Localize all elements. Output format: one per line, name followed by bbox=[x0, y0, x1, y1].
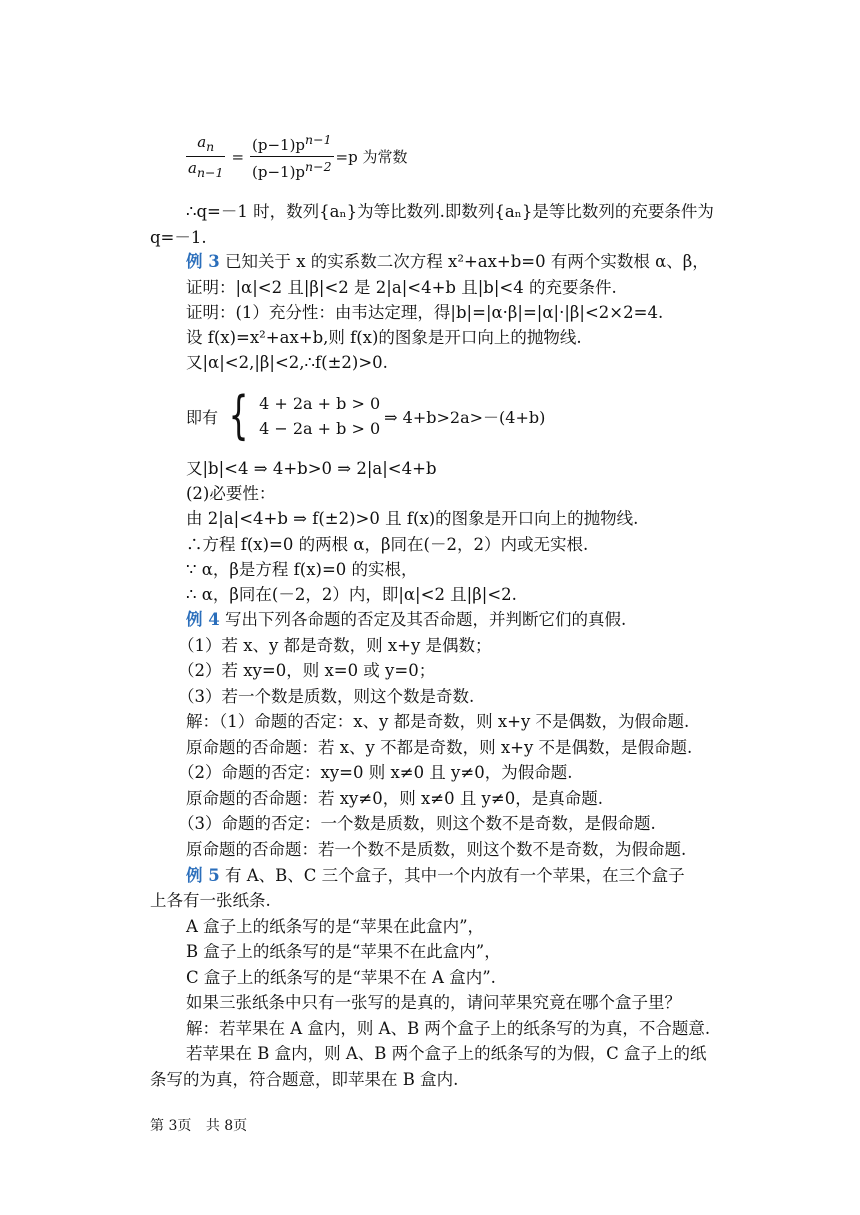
text-line: q=－1. bbox=[150, 228, 207, 247]
example-5 bbox=[186, 866, 685, 886]
text-line: 解：（1）命题的否定：x、y 都是奇数，则 x+y 不是偶数，为假命题. bbox=[186, 712, 690, 731]
text-line: B 盒子上的纸条写的是“苹果不在此盒内”， bbox=[186, 942, 501, 961]
text-line: ∵ α，β是方程 f(x)=0 的实根， bbox=[186, 560, 418, 579]
text-line: 条写的为真，符合题意，即苹果在 B 盒内. bbox=[150, 1070, 459, 1089]
rhs-fraction bbox=[250, 132, 334, 181]
example-label: 例 3 bbox=[186, 252, 220, 271]
text-line: 由 2|a|<4+b ⇒ f(±2)>0 且 f(x)的图象是开口向上的抛物线. bbox=[186, 509, 639, 528]
ratio-formula bbox=[186, 132, 407, 181]
text-line: 证明：(1）充分性：由韦达定理，得|b|=|α·β|=|α|·|β|<2×2=4. bbox=[186, 303, 664, 322]
equals-sign: = bbox=[231, 147, 245, 166]
text-line: 原命题的否命题：若一个数不是质数，则这个数不是奇数，为假命题. bbox=[186, 840, 687, 859]
lhs-num-sub: n bbox=[206, 139, 215, 154]
text-line: 若苹果在 B 盒内，则 A、B 两个盒子上的纸条写的为假，C 盒子上的纸 bbox=[186, 1044, 707, 1063]
page-number: 第 3页 bbox=[150, 1118, 192, 1134]
example-label: 例 4 bbox=[186, 610, 220, 629]
text-line: 上各有一张纸条. bbox=[150, 891, 271, 910]
inequality-system bbox=[186, 386, 546, 446]
example-text: 写出下列各命题的否定及其否命题，并判断它们的真假. bbox=[224, 610, 627, 629]
page-total: 共 8页 bbox=[205, 1118, 248, 1134]
lhs-fraction bbox=[186, 133, 225, 180]
text-line: 设 f(x)=x²+ax+b,则 f(x)的图象是开口向上的抛物线. bbox=[186, 328, 582, 347]
text-line: 如果三张纸条中只有一张写的是真的，请问苹果究竟在哪个盒子里？ bbox=[186, 993, 681, 1012]
text-line: ∴方程 f(x)=0 的两根 α，β同在(－2，2）内或无实根. bbox=[186, 535, 589, 554]
example-text: 有 A、B、C 三个盒子，其中一个内放有一个苹果，在三个盒子 bbox=[224, 866, 685, 885]
text-line: 又|b|<4 ⇒ 4+b>0 ⇒ 2|a|<4+b bbox=[186, 459, 437, 478]
text-line: A 盒子上的纸条写的是“苹果在此盒内”， bbox=[186, 917, 485, 936]
text-line: （3）若一个数是质数，则这个数是奇数. bbox=[178, 687, 475, 706]
text-line: 又|α|<2,|β|<2,∴f(±2)>0. bbox=[186, 353, 388, 372]
text-line: C 盒子上的纸条写的是“苹果不在 A 盒内”. bbox=[186, 968, 496, 987]
text-line: （2）命题的否定：xy=0 则 x≠0 且 y≠0，为假命题. bbox=[178, 763, 573, 782]
text-line: （1）若 x、y 都是奇数，则 x+y 是偶数； bbox=[178, 636, 492, 655]
text-line: 原命题的否命题：若 x、y 不都是奇数，则 x+y 不是偶数，是假命题. bbox=[186, 738, 693, 757]
text-line: ∴q=－1 时，数列{aₙ}为等比数列.即数列{aₙ}是等比数列的充要条件为 bbox=[186, 202, 714, 221]
text-line: 证明：|α|<2 且|β|<2 是 2|a|<4+b 且|b|<4 的充要条件. bbox=[186, 278, 617, 297]
text-line: ∴ α，β同在(－2，2）内，即|α|<2 且|β|<2. bbox=[186, 585, 517, 604]
system-suffix: ⇒ 4+b>2a>－(4+b) bbox=[384, 407, 546, 427]
text-line: （3）命题的否定：一个数是质数，则这个数不是奇数，是假命题. bbox=[178, 814, 656, 833]
page-footer bbox=[150, 1115, 257, 1135]
example-4 bbox=[186, 610, 626, 630]
text-line: 解：若苹果在 A 盒内，则 A、B 两个盒子上的纸条写的为真，不合题意. bbox=[186, 1019, 711, 1038]
rhs-den: (p−1)p bbox=[252, 163, 306, 181]
text-line: (2)必要性： bbox=[186, 484, 276, 503]
system-row: 4 − 2a + b > 0 bbox=[259, 419, 381, 438]
example-3 bbox=[186, 252, 709, 272]
lhs-num: a bbox=[197, 133, 207, 151]
rhs-num-sup: n−1 bbox=[305, 132, 332, 147]
lhs-den-sub: n−1 bbox=[196, 165, 224, 180]
example-label: 例 5 bbox=[186, 866, 220, 885]
rhs-den-sup: n−2 bbox=[305, 159, 332, 174]
lhs-den: a bbox=[188, 159, 197, 177]
system-prefix: 即有 bbox=[186, 407, 219, 427]
rhs-num: (p−1)p bbox=[252, 136, 306, 154]
brace-icon: { bbox=[228, 386, 249, 446]
example-text: 已知关于 x 的实系数二次方程 x²+ax+b=0 有两个实数根 α、β， bbox=[224, 252, 709, 271]
text-line: 原命题的否命题：若 xy≠0，则 x≠0 且 y≠0，是真命题. bbox=[186, 789, 603, 808]
formula-tail: =p 为常数 bbox=[335, 148, 408, 166]
text-line: （2）若 xy=0，则 x=0 或 y=0； bbox=[178, 661, 436, 680]
system-row: 4 + 2a + b > 0 bbox=[259, 394, 381, 413]
